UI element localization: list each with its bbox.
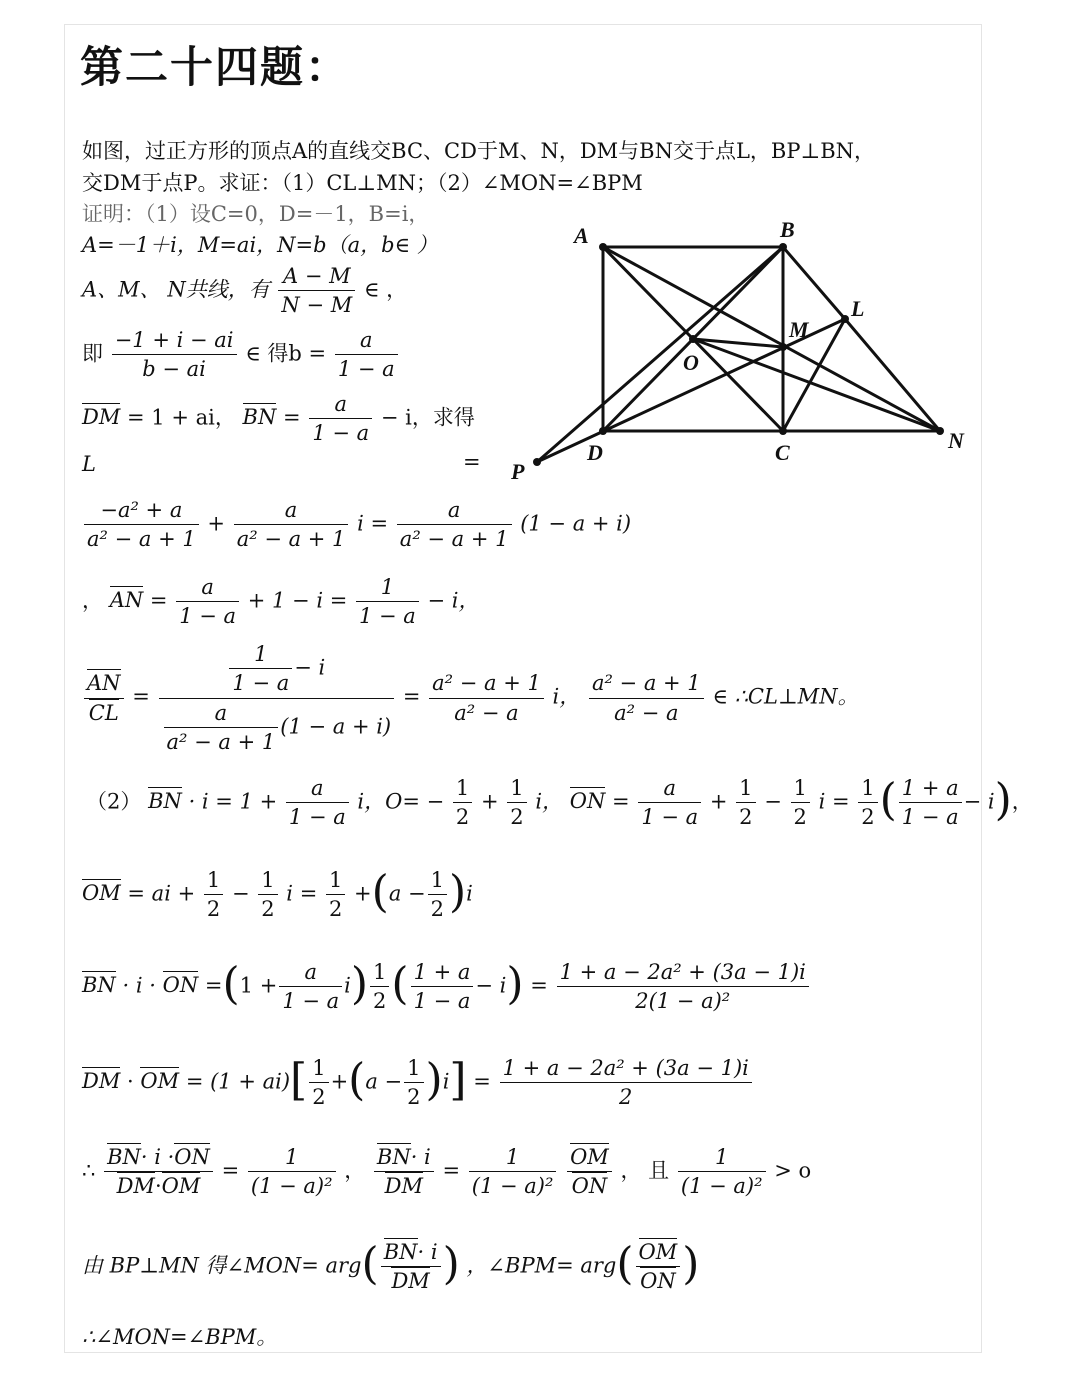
numerator: a² − a + 1	[429, 669, 544, 698]
label-m: M	[789, 317, 809, 342]
denominator: 1 − a	[641, 805, 699, 830]
denominator: a² − a + 1	[166, 730, 276, 755]
text: （2）	[86, 789, 142, 814]
text: 即	[82, 341, 103, 366]
numerator: 1	[791, 774, 810, 803]
label-l: L	[851, 296, 865, 321]
denominator: 2	[312, 1085, 326, 1110]
vector: OM	[140, 1069, 180, 1094]
denominator: N − M	[281, 293, 353, 318]
vector: BN	[383, 1240, 418, 1264]
text: +	[330, 1069, 349, 1094]
denominator: a² − a	[614, 700, 679, 725]
numerator: 1	[858, 774, 877, 803]
point-o	[689, 335, 697, 343]
proof-line-13: DM · OM = (1 + ai)[ $\frac{1}{2}$ +(a − $\frac{1}{2}$ )i] = $\frac{\text{1 + a − 2a² + (3a − 1)i}}{2}$	[82, 1054, 754, 1112]
text: =	[204, 973, 223, 998]
text: · i	[417, 1240, 438, 1264]
text: (1 − a + i)	[280, 714, 392, 739]
label-a: A	[574, 223, 589, 248]
numerator: 1	[370, 958, 389, 987]
text: i	[466, 881, 473, 906]
vector: BN	[148, 789, 182, 814]
proof-line-11: OM = ai + $\frac{1}{2}$ − $\frac{1}{2}$ i = $\frac{1}{2}$ +(a − $\frac{1}{2}$ )i	[82, 866, 473, 924]
text: +	[709, 789, 728, 814]
numerator: 1	[309, 1054, 328, 1083]
proof-line-2: A=－1＋i，M=ai，N=b（a，b∈ ）	[82, 233, 438, 257]
denominator: 1 − a	[312, 421, 370, 446]
numerator: 1	[404, 1054, 423, 1083]
denominator: 2	[455, 805, 470, 830]
text: =	[612, 789, 630, 814]
denominator: a² − a	[454, 700, 519, 725]
numerator: 1 + a − 2a² + (3a − 1)i	[500, 1054, 752, 1083]
numerator: 1	[678, 1143, 766, 1172]
text: a −	[365, 1069, 403, 1094]
vector: OM	[570, 1145, 609, 1169]
vector: OM	[638, 1240, 678, 1264]
numerator: 1	[356, 573, 419, 602]
text: 由 BP⊥MN 得∠MON= arg	[82, 1253, 362, 1278]
line-an	[603, 247, 940, 431]
denominator: 2	[430, 897, 444, 922]
numerator: a	[397, 496, 512, 525]
text: =	[402, 684, 421, 709]
text: · i ·	[140, 1145, 175, 1169]
vector: ON	[571, 1174, 608, 1199]
numerator: 1 + a − 2a² + (3a − 1)i	[557, 958, 809, 987]
text: −	[231, 881, 250, 906]
denominator: 1 − a	[232, 671, 290, 696]
text: +	[480, 789, 499, 814]
numerator: a	[164, 699, 279, 728]
text: =	[473, 1069, 491, 1094]
numerator: a	[335, 326, 398, 355]
text: · i = 1 +	[188, 789, 278, 814]
point-p	[533, 458, 541, 466]
numerator: 1	[428, 866, 447, 895]
text: ∈ 得b =	[245, 341, 327, 366]
denominator: 1 − a	[359, 604, 416, 629]
text: − i，求得	[380, 405, 475, 430]
numerator: a	[309, 390, 372, 419]
proof-line-6-left: L	[82, 452, 96, 476]
vector: BN	[107, 1145, 141, 1169]
text: i，	[552, 684, 581, 709]
numerator: A − M	[278, 262, 355, 291]
point-b	[779, 243, 787, 251]
text: =	[221, 1158, 240, 1183]
vector: OM	[82, 881, 121, 906]
denominator: a² − a + 1	[236, 527, 346, 552]
vector: ON	[569, 789, 606, 814]
denominator: (1 − a)²	[680, 1174, 763, 1199]
denominator: 2	[373, 989, 387, 1014]
text: =	[442, 1158, 461, 1183]
denominator: (1 − a)²	[250, 1174, 333, 1199]
proof-line-10: （2） BN · i = 1 + $\frac{a}{1 - a}$ i，O= − $\frac{1}{2}$ + $\frac{1}{2}$ i， ON = $\frac{a}{1 - a}$ + $\frac{1}{2}$ − $\frac{1}{2}$ i = $\frac{1}{2}$ ( $\frac{1 + a}{1 - a}$ − i)，	[86, 774, 1033, 832]
text: 1 +	[239, 973, 278, 998]
line-on	[693, 339, 940, 431]
denominator: 1 − a	[288, 805, 346, 830]
denominator: 1 − a	[282, 989, 340, 1014]
text: −	[764, 789, 782, 814]
text: i =	[357, 511, 389, 536]
text: + 1 − i =	[247, 588, 348, 613]
text: =	[530, 973, 548, 998]
denominator: a² − a + 1	[399, 527, 509, 552]
text: ·	[127, 1069, 134, 1094]
text: (1 − a + i)	[520, 511, 632, 536]
text: ∈ ∴CL⊥MN。	[712, 684, 859, 709]
label-o: O	[683, 350, 699, 375]
numerator: a² − a + 1	[589, 669, 704, 698]
text: − i	[475, 973, 507, 998]
denominator: 2	[261, 897, 275, 922]
text: ，∠BPM= arg	[466, 1253, 617, 1278]
text: =	[283, 405, 301, 430]
vector: AN	[109, 588, 144, 613]
text: · i ·	[122, 973, 156, 998]
proof-line-15: 由 BP⊥MN 得∠MON= arg( $\frac{BN\cdot i}{DM}$ ) ，∠BPM= arg( $\frac{OM}{ON}$ )	[82, 1238, 699, 1296]
denominator: 2	[328, 897, 343, 922]
proof-line-6-right: =	[463, 450, 481, 474]
numerator: 1	[736, 774, 755, 803]
numerator: a	[234, 496, 349, 525]
label-n: N	[948, 428, 964, 453]
text: =	[132, 684, 150, 709]
vector: AN	[87, 671, 121, 696]
text: = ai +	[127, 881, 196, 906]
vector: DM	[82, 1069, 121, 1094]
text: i	[344, 973, 351, 998]
numerator: 1 + a	[411, 958, 474, 987]
point-m	[779, 343, 787, 351]
vector: DM	[391, 1269, 430, 1294]
text: ， 且	[620, 1158, 670, 1183]
denominator: 2	[510, 805, 524, 830]
proof-line-12: BN · i · ON =(1 + $\frac{a}{1 - a}$ i) $\frac{1}{2}$ ( $\frac{1 + a}{1 - a}$ − i) = $\frac{\text{1 + a − 2a² + (3a − 1)i}}{\text{2(1 − a)²}}$	[82, 958, 811, 1016]
numerator: a	[279, 958, 342, 987]
text: − i	[963, 789, 995, 814]
denominator: b − ai	[142, 357, 206, 382]
problem-line-1: 如图，过正方形的顶点A的直线交BC、CD于M、N，DM与BN交于点L，BP⊥BN，	[82, 139, 876, 163]
text: = 1 + ai，	[127, 405, 236, 430]
numerator: −1 + i − ai	[112, 326, 237, 355]
vector: DM	[82, 405, 121, 430]
denominator: (1 − a)²	[471, 1174, 554, 1199]
denominator: 2	[619, 1085, 633, 1110]
denominator: 2	[861, 805, 875, 830]
label-d: D	[587, 440, 603, 465]
point-l	[841, 315, 849, 323]
text: i =	[818, 789, 850, 814]
text: − i	[294, 655, 326, 680]
text: i，	[535, 789, 564, 814]
vector: DM	[116, 1174, 155, 1199]
numerator: 1	[204, 866, 223, 895]
problem-title: 第二十四题：	[80, 43, 350, 93]
text: A、M、 N共线，有	[82, 277, 270, 302]
numerator: 1	[258, 866, 277, 895]
vector: ON	[174, 1145, 210, 1169]
text: i，O= −	[357, 789, 445, 814]
point-d	[599, 427, 607, 435]
numerator: 1	[507, 774, 526, 803]
numerator: a	[638, 774, 701, 803]
point-a	[599, 243, 607, 251]
numerator: 1	[229, 640, 292, 669]
numerator: 1	[326, 866, 345, 895]
denominator: 1 − a	[337, 357, 395, 382]
problem-line-2: 交DM于点P。求证：（1）CL⊥MN；（2）∠MON=∠BPM	[82, 171, 643, 195]
text: − i，	[427, 588, 480, 613]
vector: BN	[376, 1145, 411, 1169]
text: =	[149, 588, 168, 613]
vector: BN	[82, 973, 116, 998]
line-bl	[783, 247, 845, 319]
numerator: a	[286, 774, 349, 803]
vector: ON	[162, 973, 199, 998]
text: > o	[774, 1158, 812, 1183]
numerator: a	[176, 573, 239, 602]
numerator: 1	[469, 1143, 557, 1172]
denominator: 1 − a	[179, 604, 237, 629]
denominator: 2(1 − a)²	[635, 989, 731, 1014]
text: +	[207, 511, 226, 536]
text: = (1 + ai)	[185, 1069, 291, 1094]
text: ，	[82, 588, 103, 613]
point-c	[779, 427, 787, 435]
label-p: P	[511, 459, 525, 484]
numerator: −a² + a	[84, 496, 199, 525]
denominator: 1 − a	[413, 989, 471, 1014]
denominator: a² − a + 1	[87, 527, 196, 552]
text: i	[442, 1069, 450, 1094]
denominator: 2	[739, 805, 753, 830]
denominator: 2	[407, 1085, 421, 1110]
text: i =	[286, 881, 318, 906]
text: ，	[344, 1158, 366, 1183]
label-b: B	[780, 217, 795, 242]
denominator: 1 − a	[901, 805, 959, 830]
label-c: C	[775, 440, 790, 465]
denominator: 2	[793, 805, 807, 830]
text: a −	[388, 881, 426, 906]
vector: ON	[640, 1269, 676, 1294]
text: ∈ ，	[363, 277, 408, 302]
text: ∴	[82, 1158, 96, 1183]
proof-conclusion: ∴∠MON=∠BPM。	[82, 1325, 278, 1349]
vector: DM	[384, 1174, 423, 1199]
text: · i	[410, 1145, 431, 1169]
text: ·	[154, 1174, 162, 1199]
proof-line-1: 证明：（1）设C=0，D=－1，B=i，	[82, 202, 430, 226]
vector: CL	[88, 700, 119, 725]
text: +	[354, 881, 372, 906]
denominator: 2	[206, 897, 221, 922]
numerator: 1 + a	[899, 774, 962, 803]
text: ，	[1011, 789, 1033, 814]
vector: OM	[161, 1174, 201, 1199]
vector: BN	[242, 405, 277, 430]
numerator: 1	[248, 1143, 336, 1172]
point-n	[936, 427, 944, 435]
numerator: 1	[453, 774, 472, 803]
